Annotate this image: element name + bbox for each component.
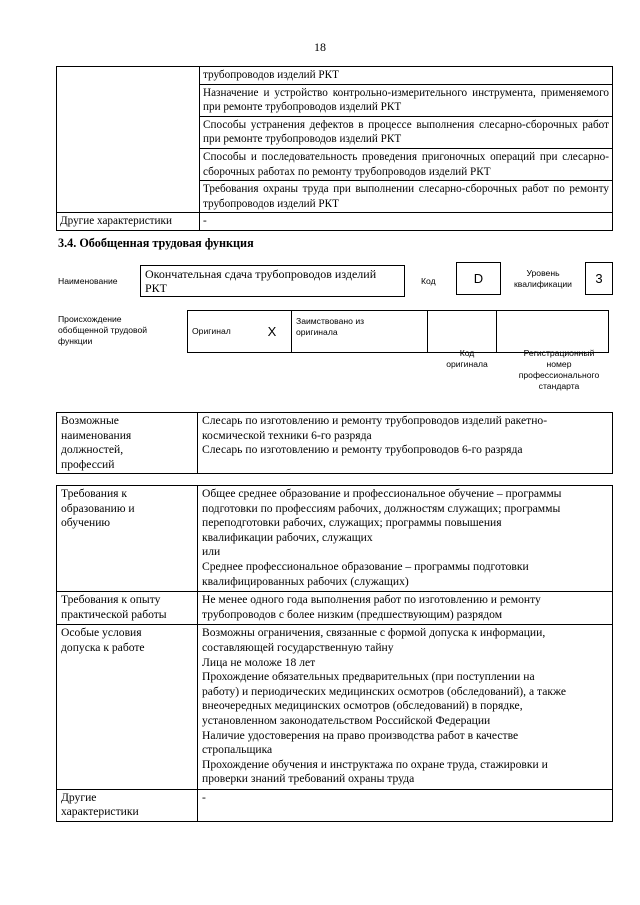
borrowed-cell: Заимствовано из оригинала	[292, 311, 428, 353]
knowledge-continuation-table	[56, 66, 613, 231]
special-conditions-label: Особые условия допуска к работе	[57, 625, 198, 790]
section-heading: 3.4. Обобщенная трудовая функция	[58, 236, 254, 250]
other-characteristics-value: -	[200, 213, 613, 231]
table-row	[57, 486, 613, 592]
other-characteristics-value: -	[198, 789, 613, 821]
level-label: Уровень квалификации	[514, 268, 572, 289]
table-row	[57, 213, 613, 231]
education-value: Общее среднее образование и профессиональное обучение – программы подготовки по профессиям рабочих, должностям служащих; программы переподготовки рабочих, служащих; программы повышения квалификации рабочих, служащих или Среднее профессиональное образование – программы подготовки квалифицированных рабочих (служащих)	[198, 486, 613, 592]
original-cell: Оригинал	[188, 311, 254, 353]
function-name-line: РКТ	[145, 281, 168, 295]
table-row	[57, 625, 613, 790]
experience-value: Не менее одного года выполнения работ по изготовлению и ремонту трубопроводов с более низким (предшествующим) разрядом	[198, 592, 613, 625]
table-row	[57, 592, 613, 625]
page-number: 18	[314, 40, 326, 54]
positions-table	[56, 412, 613, 474]
other-characteristics-label: Другие характеристики	[57, 789, 198, 821]
table-cell: трубопроводов изделий РКТ	[200, 67, 613, 85]
name-label: Наименование	[58, 276, 118, 286]
table-cell: Способы и последовательность проведения пригоночных операций при слесарно-сборочных работах по ремонту трубопроводов изделий РКТ	[200, 148, 613, 180]
level-value-box: 3	[585, 262, 613, 295]
positions-label: Возможные наименования должностей, профессий	[57, 413, 198, 474]
code-value-box: D	[456, 262, 501, 295]
table-row	[57, 67, 613, 85]
table-cell: Требования охраны труда при выполнении слесарно-сборочных работ по ремонту трубопроводов изделий РКТ	[200, 181, 613, 213]
table-cell: Назначение и устройство контрольно-измерительного инструмента, применяемого при ремонте трубопроводов изделий РКТ	[200, 84, 613, 116]
table-row	[57, 789, 613, 821]
original-code-caption: Код оригинала	[446, 348, 488, 369]
table-row	[57, 413, 613, 474]
registration-number-cell	[497, 311, 609, 353]
function-name-box	[140, 265, 405, 297]
original-mark: X	[253, 311, 292, 353]
function-name-line: Окончательная сдача трубопроводов изделий	[145, 267, 377, 281]
original-code-cell	[428, 311, 497, 353]
positions-value: Слесарь по изготовлению и ремонту трубопроводов изделий ракетно- космической техники 6-го разряда Слесарь по изготовлению и ремонту трубопроводов 6-го разряда	[198, 413, 613, 474]
requirements-table	[56, 485, 613, 822]
registration-number-caption: Регистрационный номер профессионального стандарта	[518, 348, 600, 391]
table-row	[188, 311, 609, 353]
table-cell: Способы устранения дефектов в процессе выполнения слесарно-сборочных работ при ремонте трубопроводов изделий РКТ	[200, 116, 613, 148]
origin-label: Происхождение обобщенной трудовой функции	[58, 314, 148, 346]
special-conditions-value: Возможны ограничения, связанные с формой допуска к информации, составляющей государственную тайну Лица не моложе 18 лет Прохождение обязательных предварительных (при поступлении на работу) и периодических медицинских осмотров (обследований), а также внеочередных медицинских осмотров (обследований) в порядке, установленном законодательством Российской Федерации Наличие удостоверения на право производства работ в качестве стропальщика Прохождение обучения и инструктажа по охране труда, стажировки и проверки знаний требований охраны труда	[198, 625, 613, 790]
origin-table	[187, 310, 609, 353]
code-label: Код	[421, 276, 436, 286]
education-label: Требования к образованию и обучению	[57, 486, 198, 592]
other-characteristics-label: Другие характеристики	[57, 213, 200, 231]
experience-label: Требования к опыту практической работы	[57, 592, 198, 625]
